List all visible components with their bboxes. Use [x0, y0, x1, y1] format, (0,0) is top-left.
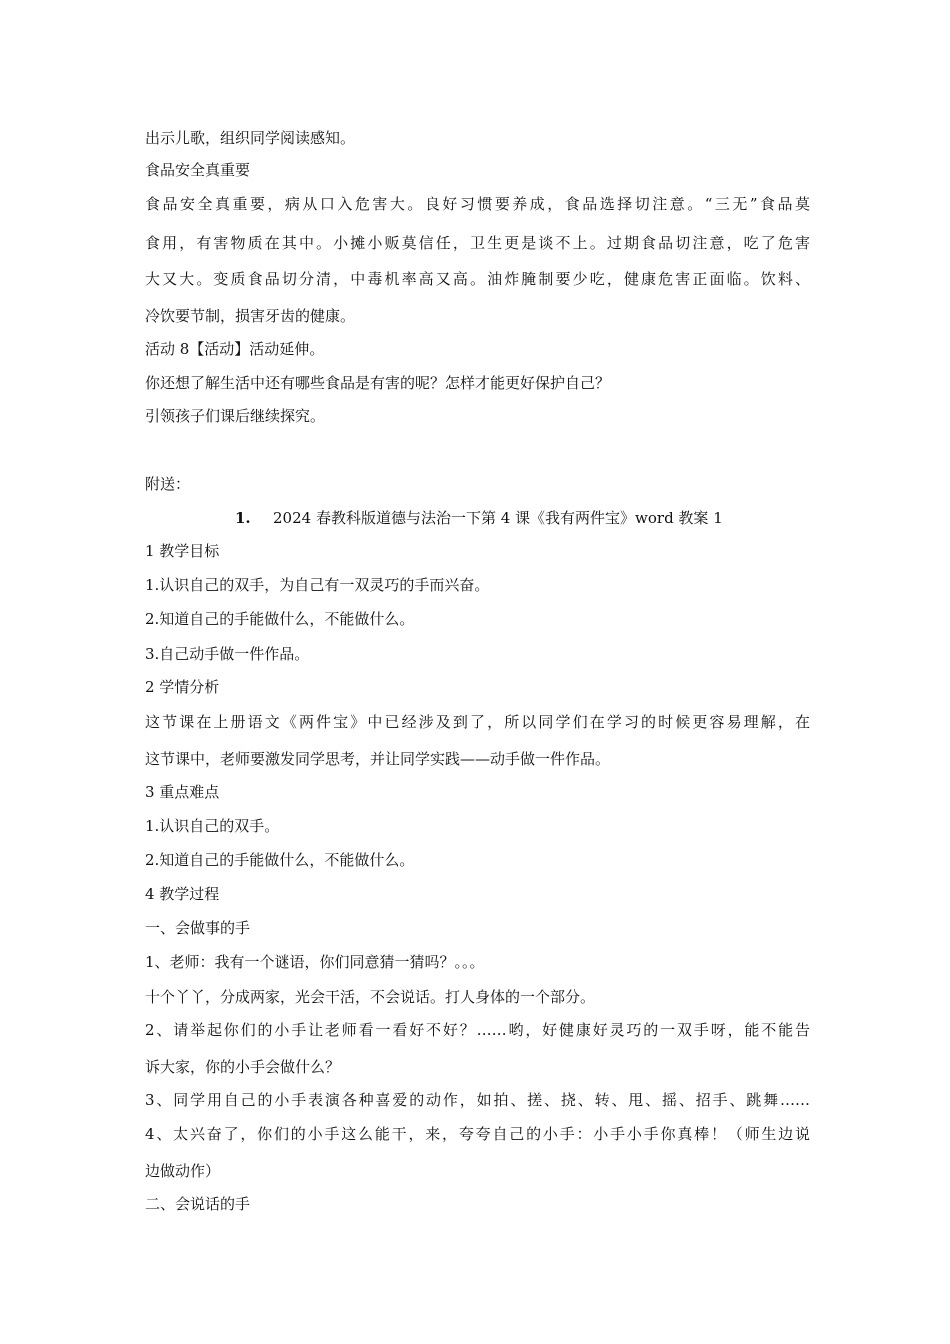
document-title-text: 2024 春教科版道德与法治一下第 4 课《我有两件宝》word 教案 1 — [273, 509, 723, 527]
poem-line: 食品安全真重要，病从口入危害大。良好习惯要养成，食品选择切注意。“三无”食品莫 — [145, 195, 810, 213]
process-step: 4、太兴奋了，你们的小手这么能干，来，夸夸自己的小手：小手小手你真棒！（师生边说 — [145, 1125, 810, 1143]
key-point-item: 1.认识自己的双手。 — [145, 817, 280, 835]
process-step: 1、老师：我有一个谜语，你们同意猜一猜吗？。。。 — [145, 953, 485, 971]
document-title-number: 1. — [235, 509, 251, 527]
section-heading-goals: 1 教学目标 — [145, 542, 220, 560]
poem-line: 食用，有害物质在其中。小摊小贩莫信任，卫生更是谈不上。过期食品切注意，吃了危害 — [145, 234, 810, 252]
goal-item: 3.自己动手做一件作品。 — [145, 645, 310, 663]
question-line: 你还想了解生活中还有哪些食品是有害的呢？怎样才能更好保护自己？ — [145, 374, 611, 392]
goal-item: 2.知道自己的手能做什么，不能做什么。 — [145, 610, 415, 628]
key-point-item: 2.知道自己的手能做什么，不能做什么。 — [145, 851, 415, 869]
analysis-text: 这节课在上册语文《两件宝》中已经涉及到了，所以同学们在学习的时候更容易理解，在 — [145, 713, 810, 731]
section-heading-analysis: 2 学情分析 — [145, 678, 220, 696]
poem-line: 冷饮要节制，损害牙齿的健康。 — [145, 307, 356, 325]
guide-line: 引领孩子们课后继续探究。 — [145, 407, 326, 425]
process-step: 诉大家，你的小手会做什么？ — [145, 1058, 341, 1076]
section-heading-key-points: 3 重点难点 — [145, 783, 220, 801]
process-step: 3、同学用自己的小手表演各种喜爱的动作，如拍、搓、挠、转、甩、摇、招手、跳舞…… — [145, 1091, 810, 1109]
appendix-label: 附送： — [145, 475, 191, 493]
poem-title: 食品安全真重要 — [145, 161, 251, 179]
analysis-text: 这节课中，老师要激发同学思考，并让同学实践——动手做一件作品。 — [145, 750, 611, 768]
process-step: 2、请举起你们的小手让老师看一看好不好？……哟，好健康好灵巧的一双手呀，能不能告 — [145, 1021, 810, 1039]
process-step: 十个丫丫，分成两家，光会干活，不会说话。打人身体的一个部分。 — [145, 988, 596, 1006]
subheading: 二、会说话的手 — [145, 1195, 251, 1213]
goal-item: 1.认识自己的双手，为自己有一双灵巧的手而兴奋。 — [145, 576, 490, 594]
intro-line: 出示儿歌，组织同学阅读感知。 — [145, 129, 356, 147]
section-heading-process: 4 教学过程 — [145, 885, 220, 903]
activity-line: 活动 8【活动】活动延伸。 — [145, 340, 325, 358]
poem-line: 大又大。变质食品切分清，中毒机率高又高。油炸腌制要少吃，健康危害正面临。饮料、 — [145, 270, 810, 288]
subheading: 一、会做事的手 — [145, 919, 251, 937]
document-title — [235, 507, 810, 529]
process-step: 边做动作） — [145, 1162, 221, 1180]
